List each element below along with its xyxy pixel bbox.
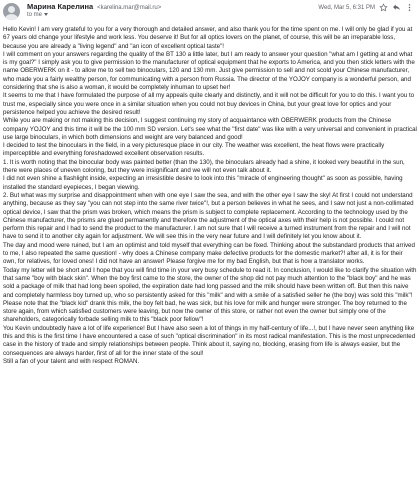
message-paragraph: You Kevin undoubtedly have a lot of life experience! But I have also seen a lot of things in my half-century of life...!, but I have never seen anything like this and this is the first time I have encountered a case of such "optical discrimination" in its most radical manifestation. This is the most unprecedented case in the history of trade and simply relationships between people. Think about it, saying no, blocking, erasing from life is always easier, but the consequences are always harder, first of all for the inner state of the soul!	[3, 324, 416, 357]
reply-icon[interactable]	[392, 3, 401, 12]
message-header	[0, 0, 420, 22]
message-paragraph: While you are making or not making this decision, I suggest continuing my story of acquaintance with OBERWERK products from the Chinese company YOJOY and this time it will be the 100 mm SD version. Let's see what the "first date" was like with a very universal and convenient in practical use large binoculars, in which both dimensions and weight are very balanced and good!	[3, 117, 417, 141]
sender-name[interactable]: Марина Карелина	[27, 2, 94, 11]
message-body	[3, 26, 417, 366]
timestamp: Wed, Mar 5, 6:31 PM	[318, 4, 375, 11]
message-paragraph: I decided to test the binoculars in the field, in a very picturesque place in our city. The weather was excellent, the heat flows were practically imperceptible and everything foreshadowed excellent observation results.	[3, 142, 385, 158]
sender-line	[27, 2, 161, 11]
message-paragraph: 2. But what was my surprise and disappointment when with one eye I saw the sea, and with the other eye I saw the sky! At first I could not understand anything, because as they say "you can not step into the same river twice"!, but a person believes in what he sees, and I saw not just a non-collimated optical device, I saw that the prism was broken, which means the prism is subject to complete replacement. According to the technology used by the Chinese manufacturer, the prisms are glued permanently and therefore the adjustment of the optical axes with their help is not possible. I could not perform this repair and I had to send the product to the manufacturer. I am not sure that I will receive a turned instrument from the repair and I will not have to send it to another city again for adjustment. We will see this in the very near future and I will definitely let you know about it.	[3, 191, 414, 241]
message-paragraph: Hello Kevin! I am very grateful to you for a very thorough and detailed answer, and also thank you for the time spent on me. I will only be glad if you at 67 years old change your lifestyle and work less. You deserve it! But for all optics lovers on the planet, of course, this will be an irreparable loss, because you are already a "living legend" and "an icon of excellent optical taste"!	[3, 26, 413, 50]
message-paragraph: It seems to me that I have formulated the purpose of all my appeals quite clearly and distinctly, and it will not be difficult for you to do this. I want you to trust me, especially since you were once in a similar situation when you could not buy devices in China, but your great love for optics and your persistence helped you achieve the desired result!	[3, 92, 415, 116]
message-paragraph: 1. It is worth noting that the binocular body was painted better (than the 130), the binoculars already had a shine, it looked very beautiful in the sun, there were places of uneven coloring, but they were insignificant and we will not even talk about it.	[3, 158, 405, 175]
chevron-down-icon[interactable]	[44, 13, 48, 16]
message-signoff: Still a fan of your talent and with respect ROMAN.	[3, 357, 140, 365]
sender-email: <karelina.mar@mail.ru>	[97, 5, 162, 11]
recipient-line[interactable]	[27, 12, 48, 18]
avatar[interactable]	[3, 3, 20, 20]
message-paragraph: I will comment on your answers regarding the quality of the BT 130 a little later, but I am ready to answer your question "what am I getting at and what is my goal?" I simply ask you to give permission to the manufacturer of optical equipment that he exports to America, and you then stick letters with the name OBERWERK on it - to allow me to sell two binoculars, 120 and 130 mm. Just give permission to sell and not scold your Chinese manufacturer, who made you a fairly wealthy person, for communicating with a person from Russia. The director of the YOJOY company is a wonderful person, and considering that she is also a woman, it would be completely inhuman to upset her!	[3, 50, 415, 92]
more-vert-icon[interactable]	[405, 3, 414, 12]
message-paragraph: I did not even shine a flashlight inside, expecting an irresistible desire to look into this "miracle of engineering thought" as soon as possible, having installed the standard eyepieces, I began viewing.	[3, 175, 403, 191]
recipient-label: to me	[27, 12, 43, 18]
message-meta	[318, 3, 414, 12]
star-icon[interactable]	[379, 3, 388, 12]
message-paragraph: Today my letter will be short and I hope that you will find time in your very busy schedule to read it. In conclusion, I would like to clarify the situation with that same "boy with black skin". When the boy first came to the store, the owner of the shop did not pay much attention to the "black boy" and he was sold a package of milk that had long been spoiled, the expiration date had long passed and the milk should have been written off. But then this naive and completely harmless boy turned up, who so persistently asked for this "milk" and with a smile of a satisfied seller he (the boy) was sold this "milk"! Please note that the "black kid" drank this milk, the boy felt bad, he was sick, but his love for milk and hunger were stronger. The boy returned to the store again, from which satisfied customers were leaving, but now the owner of this store, or rather not even the owner but simply one of the shareholders, categorically forbade selling milk to this "black poor fellow"!	[3, 266, 417, 324]
message-paragraph: The day and mood were ruined, but I am an optimist and told myself that everything can be fixed. Thinking about the substandard products that arrived to me, I also repeated the same question! - why does a Chinese company make defective products for the domestic market?! after all, it is for their own, for relatives, for loved ones! I did not have an answer! Please forgive me for my bad English, but that is how a translator works.	[3, 241, 415, 266]
